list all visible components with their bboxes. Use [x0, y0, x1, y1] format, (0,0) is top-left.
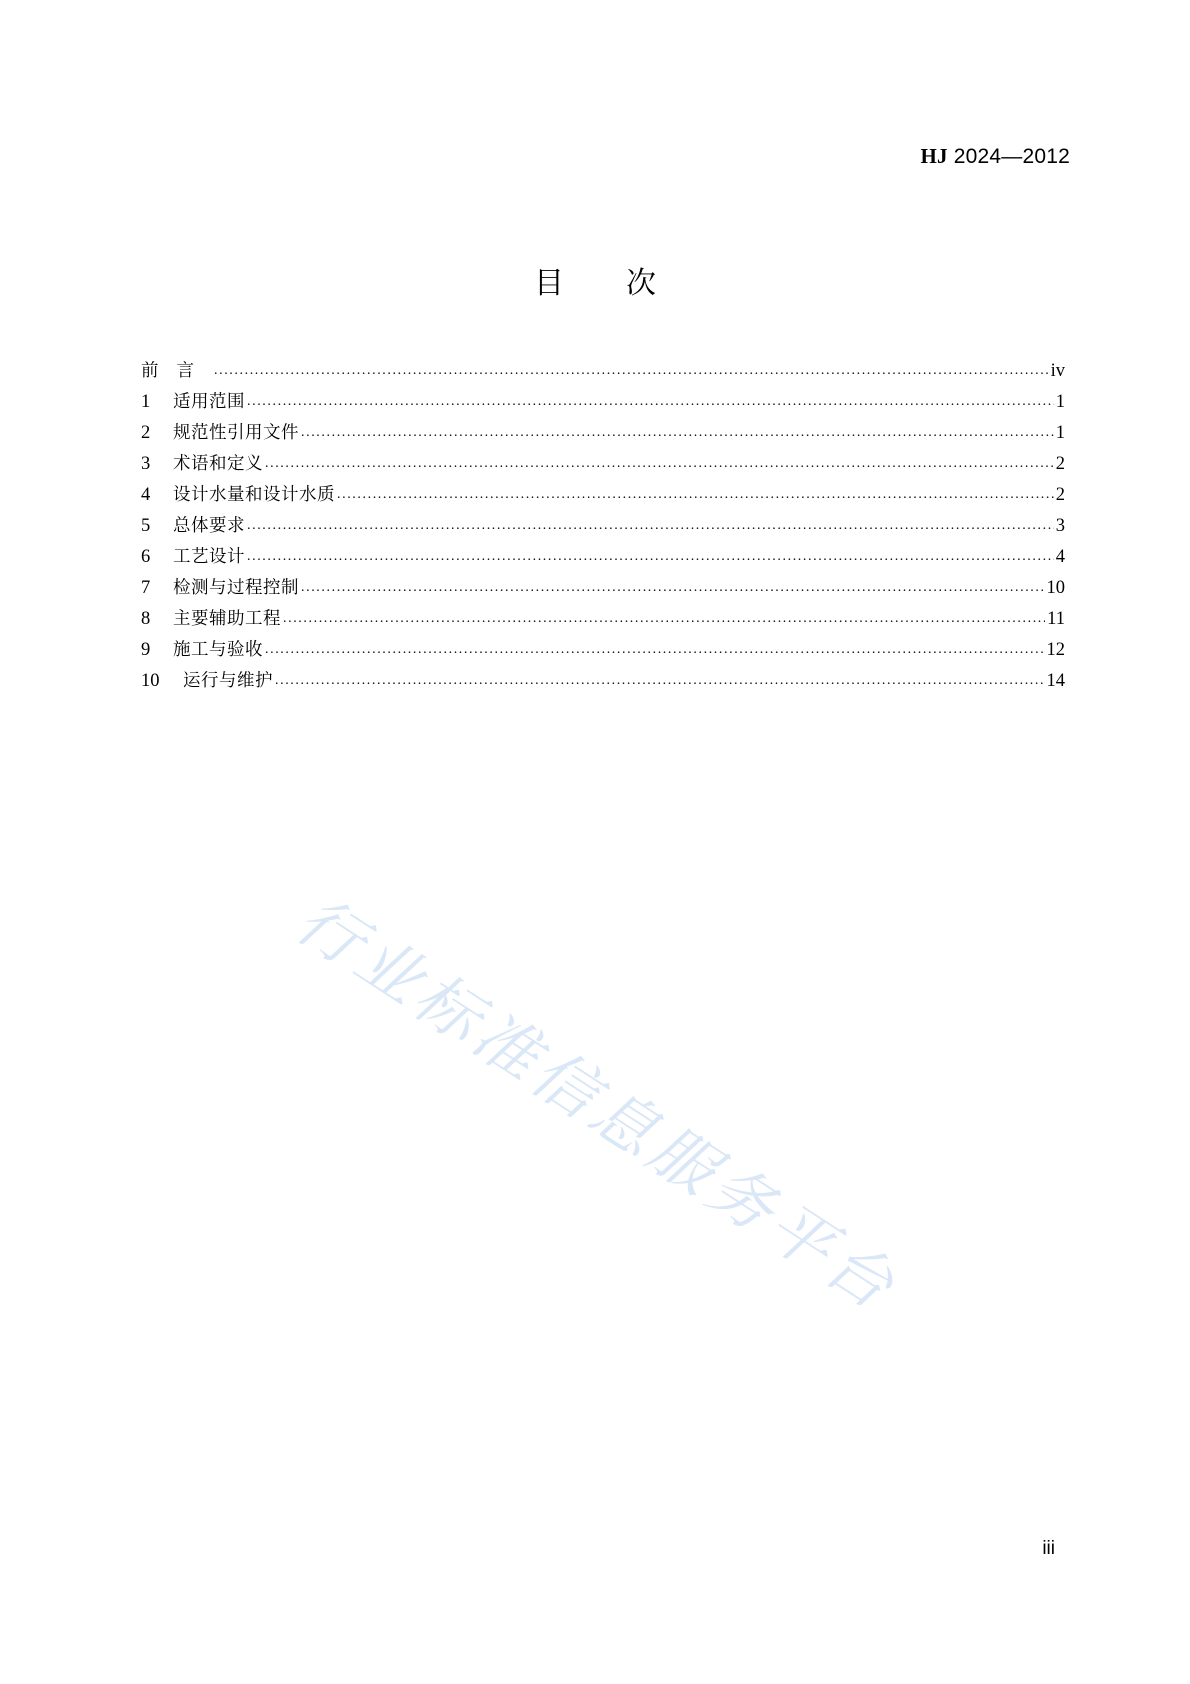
toc-leader-dots [247, 386, 1054, 417]
toc-entry-label: 总体要求 [173, 516, 245, 536]
toc-entry-4[interactable] [141, 480, 1065, 511]
toc-entry-page: 10 [1046, 578, 1065, 598]
toc-entry-number: 5 [141, 516, 151, 536]
toc-entry-foreword[interactable] [141, 356, 1065, 387]
toc-entry-page: 14 [1046, 671, 1065, 691]
toc-entry-label: 术语和定义 [173, 454, 263, 474]
toc-leader-dots [301, 417, 1054, 448]
toc-leader-dots [275, 665, 1045, 696]
standard-code [920, 144, 1070, 169]
toc-leader-dots [337, 479, 1054, 510]
standard-number: 2024—2012 [953, 145, 1070, 168]
toc-entry-page: 2 [1055, 485, 1065, 505]
toc-entry-page: 4 [1055, 547, 1065, 567]
toc-entry-number: 7 [141, 578, 151, 598]
toc-leader-dots [247, 510, 1054, 541]
toc-entry-7[interactable] [141, 573, 1065, 604]
toc-entry-9[interactable] [141, 635, 1065, 666]
toc-title-char-2: 次 [626, 266, 656, 301]
toc-title-char-1: 目 [534, 266, 564, 301]
toc-entry-8[interactable] [141, 604, 1065, 635]
toc-entry-label: 设计水量和设计水质 [173, 485, 335, 505]
toc-entry-5[interactable] [141, 511, 1065, 542]
toc-entry-label: 运行与维护 [183, 671, 273, 691]
toc-entry-number: 10 [141, 671, 160, 691]
toc-entry-page: 12 [1046, 640, 1065, 660]
toc-entry-page: 3 [1055, 516, 1065, 536]
toc-entry-page: iv [1050, 361, 1065, 381]
standard-prefix: HJ [920, 144, 948, 168]
toc-title [0, 258, 1190, 302]
toc-entry-number: 4 [141, 485, 151, 505]
toc-entry-page: 2 [1055, 454, 1065, 474]
toc-entry-page: 11 [1047, 609, 1065, 629]
toc-entry-2[interactable] [141, 418, 1065, 449]
toc-entry-6[interactable] [141, 542, 1065, 573]
toc-leader-dots [247, 541, 1054, 572]
toc-entry-label: 施工与验收 [173, 640, 263, 660]
toc-entry-number: 6 [141, 547, 151, 567]
toc-entry-label: 工艺设计 [173, 547, 245, 567]
watermark-text: 行业标准信息服务平台 [283, 883, 911, 1327]
toc-entry-1[interactable] [141, 387, 1065, 418]
toc-leader-dots [283, 603, 1045, 634]
toc-entry-number: 8 [141, 609, 151, 629]
toc-leader-dots [301, 572, 1045, 603]
toc-leader-dots [265, 448, 1054, 479]
toc-leader-dots [214, 355, 1049, 386]
toc-entry-number: 3 [141, 454, 151, 474]
toc-entry-label: 适用范围 [173, 392, 245, 412]
toc-entry-label: 检测与过程控制 [173, 578, 299, 598]
toc-entry-3[interactable] [141, 449, 1065, 480]
toc-entry-number: 9 [141, 640, 151, 660]
toc-entry-page: 1 [1055, 423, 1065, 443]
toc-entry-number: 1 [141, 392, 151, 412]
toc-entry-number: 2 [141, 423, 151, 443]
toc-leader-dots [265, 634, 1045, 665]
toc-entry-page: 1 [1055, 392, 1065, 412]
toc-entry-label: 规范性引用文件 [173, 423, 299, 443]
toc-entry-label: 前言 [141, 361, 212, 381]
page-number: iii [1042, 1538, 1055, 1559]
toc-entry-10[interactable] [141, 666, 1065, 697]
table-of-contents [141, 356, 1065, 697]
toc-entry-label: 主要辅助工程 [173, 609, 281, 629]
